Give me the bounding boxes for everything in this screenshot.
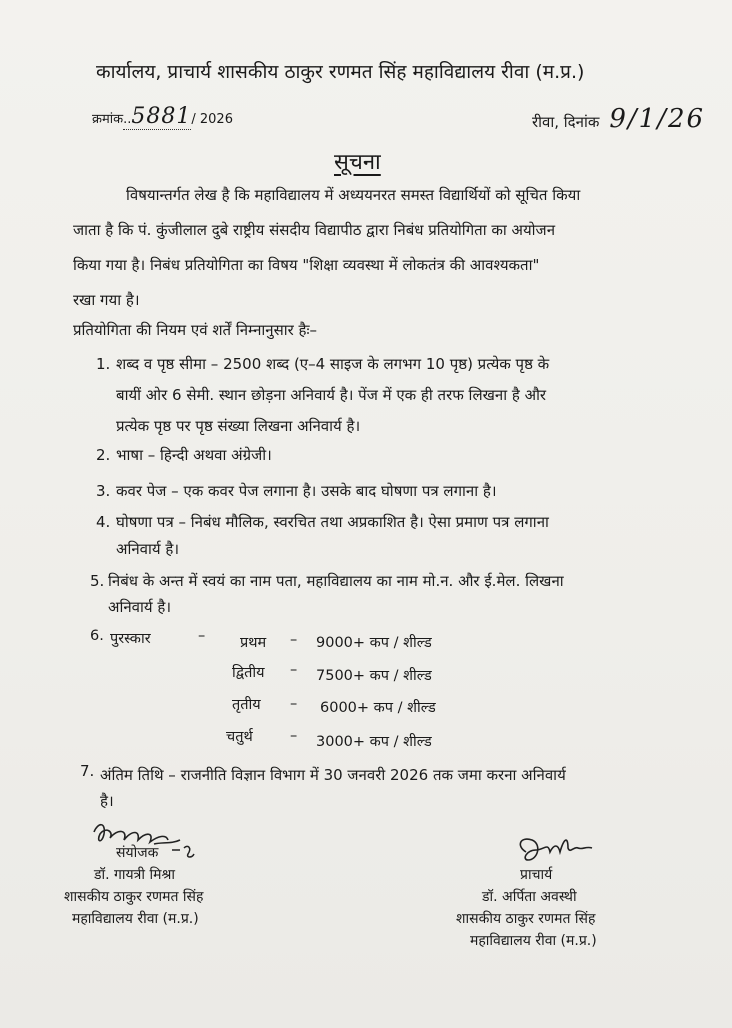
principal-line-2: महाविद्यालय रीवा (म.प्र.): [470, 933, 597, 949]
rule-5-number: 5.: [90, 572, 105, 590]
principal-signature: [512, 832, 602, 868]
rule-6-number: 6.: [90, 628, 104, 644]
prize-amount-2: 7500+ कप / शील्ड: [316, 668, 432, 684]
principal-line-1: शासकीय ठाकुर रणमत सिंह: [456, 911, 596, 927]
rule-4-line-2: अनिवार्य है।: [116, 540, 180, 558]
coordinator-line-2: महाविद्यालय रीवा (म.प्र.): [72, 911, 199, 927]
rule-4-line-1: घोषणा पत्र – निबंध मौलिक, स्वरचित तथा अप्रकाशित है। ऐसा प्रमाण पत्र लगाना: [116, 513, 549, 531]
reference-number: क्रमांक..5881/ 2026: [92, 104, 233, 129]
rule-2-line-1: भाषा – हिन्दी अथवा अंग्रेजी।: [116, 446, 272, 464]
rule-1-number: 1.: [96, 355, 111, 373]
office-header: कार्यालय, प्राचार्य शासकीय ठाकुर रणमत सिंह महाविद्यालय रीवा (म.प्र.): [96, 61, 585, 83]
prize-label: पुरस्कार: [110, 631, 151, 647]
prize-rank-4: चतुर्थ: [226, 729, 253, 745]
rule-4-number: 4.: [96, 513, 111, 531]
rule-7-number: 7.: [80, 762, 95, 780]
rule-7-line-1: अंतिम तिथि – राजनीति विज्ञान विभाग में 30 जनवरी 2026 तक जमा करना अनिवार्य: [100, 766, 566, 784]
date-value: 9/1/26: [609, 104, 706, 134]
prize-dash-4: –: [290, 728, 298, 744]
prize-dash: –: [198, 628, 206, 644]
intro-line-4: रखा गया है।: [73, 291, 140, 309]
prize-dash-2: –: [290, 662, 298, 678]
principal-role: प्राचार्य: [520, 867, 553, 883]
rule-1-line-2: बायीं ओर 6 सेमी. स्थान छोड़ना अनिवार्य है। पेंज में एक ही तरफ लिखना है और: [116, 386, 547, 404]
rule-5-line-1: निबंध के अन्त में स्वयं का नाम पता, महाविद्यालय का नाम मो.न. और ई.मेल. लिखना: [108, 572, 564, 590]
intro-line-3: किया गया है। निबंध प्रतियोगिता का विषय "शिक्षा व्यवस्था में लोकतंत्र की आवश्यकता": [73, 256, 540, 274]
rule-3-number: 3.: [96, 482, 111, 500]
rule-5-line-2: अनिवार्य है।: [108, 598, 172, 616]
rules-heading: प्रतियोगिता की नियम एवं शर्तें निम्नानुसार हैः–: [73, 321, 318, 339]
rule-3-line-1: कवर पेज – एक कवर पेज लगाना है। उसके बाद घोषणा पत्र लगाना है।: [116, 482, 497, 500]
rule-2-number: 2.: [96, 446, 111, 464]
intro-line-2: जाता है कि पं. कुंजीलाल दुबे राष्ट्रीय संसदीय विद्यापीठ द्वारा निबंध प्रतियोगिता का अयोजन: [73, 221, 556, 239]
prize-rank-3: तृतीय: [232, 697, 261, 713]
ref-number: 5881: [131, 104, 192, 129]
prize-amount-3: 6000+ कप / शील्ड: [320, 700, 436, 716]
coordinator-role: संयोजक: [116, 845, 159, 861]
intro-line-1: विषयान्तर्गत लेख है कि महाविद्यालय में अध्ययनरत समस्त विद्यार्थियों को सूचित किया: [126, 186, 581, 204]
coordinator-line-1: शासकीय ठाकुर रणमत सिंह: [64, 889, 204, 905]
rule-1-line-1: शब्द व पृष्ठ सीमा – 2500 शब्द (ए–4 साइज के लगभग 10 पृष्ठ) प्रत्येक पृष्ठ के: [116, 355, 550, 373]
date-label: रीवा, दिनांक: [532, 113, 600, 131]
prize-rank-2: द्वितीय: [232, 665, 265, 681]
ref-year: / 2026: [191, 112, 233, 127]
prize-dash-1: –: [290, 632, 298, 648]
ref-label: क्रमांक: [92, 112, 124, 127]
rule-1-line-3: प्रत्येक पृष्ठ पर पृष्ठ संख्या लिखना अनिवार्य है।: [116, 417, 361, 435]
prize-amount-1: 9000+ कप / शील्ड: [316, 635, 432, 651]
prize-rank-1: प्रथम: [240, 635, 267, 651]
principal-name: डॉ. अर्पिता अवस्थी: [482, 889, 577, 905]
prize-dash-3: –: [290, 696, 298, 712]
rule-7-line-2: है।: [100, 792, 114, 810]
prize-amount-4: 3000+ कप / शील्ड: [316, 734, 432, 750]
coordinator-name: डॉ. गायत्री मिश्रा: [94, 867, 175, 883]
notice-title: सूचना: [334, 150, 381, 175]
notice-date: [532, 104, 705, 134]
